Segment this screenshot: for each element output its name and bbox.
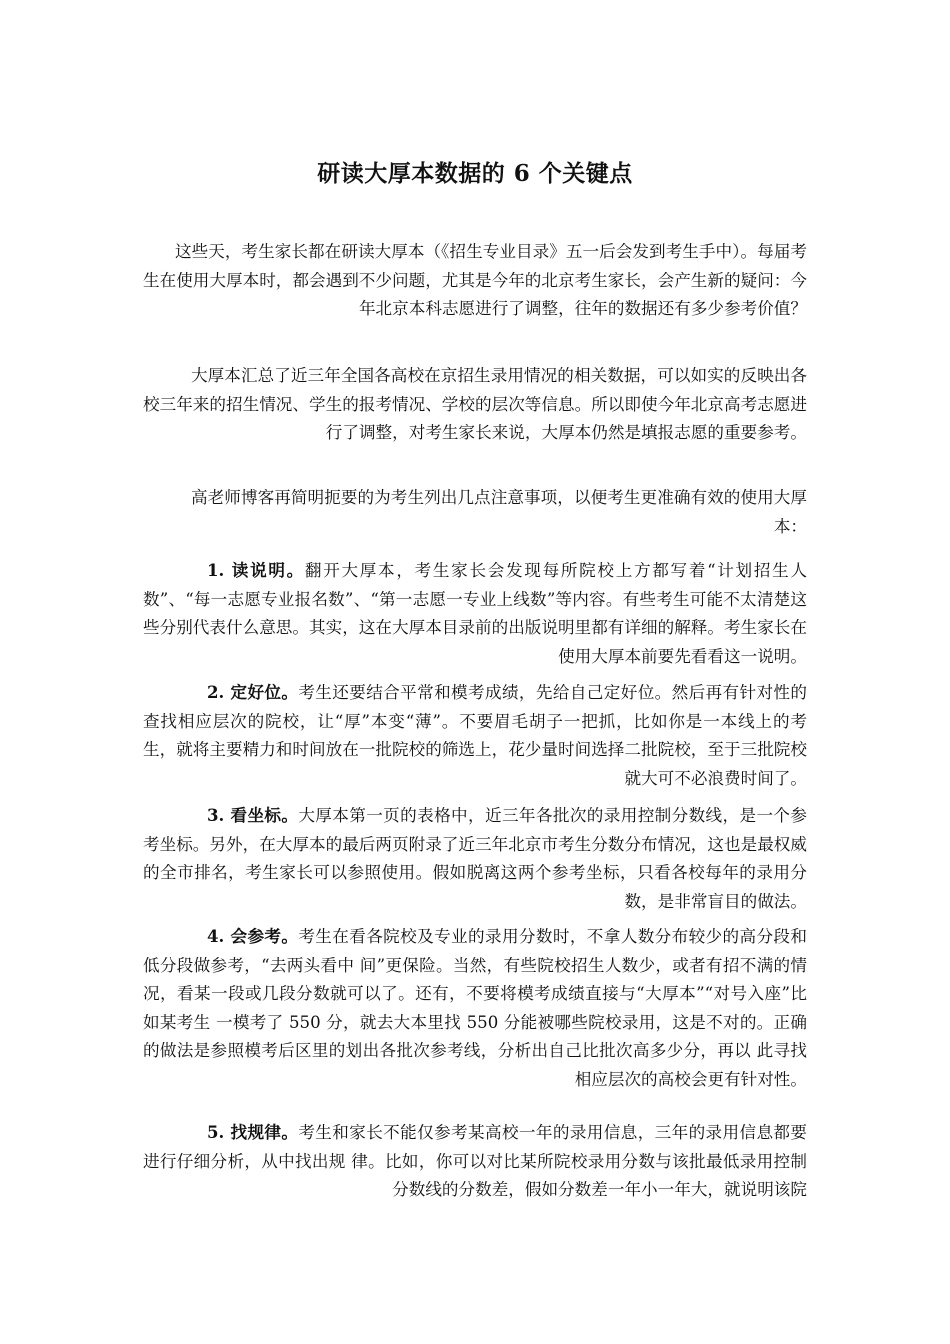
paragraph-text: 考生还要结合平常和模考成绩，先给自己定好位。然后再有针对性的查找相应层次的院校，让“厚”本变“薄”。不要眉毛胡子一把抓，比如你是一本线上的考生，就将主要精力和时间放在一批院校的筛选上，花少量时间选择二批院校，至于三批院校就大可不必浪费时间了。 (143, 683, 807, 788)
paragraph-point-4 (143, 922, 807, 1095)
paragraph-point-1 (143, 556, 807, 671)
paragraph-point-3 (143, 801, 807, 916)
paragraph-text: 大厚本第一页的表格中，近三年各批次的录用控制分数线，是一个参考坐标。另外，在大厚本的最后两页附录了近三年北京市考生分数分布情况，这也是最权威的全市排名，考生家长可以参照使用。假如脱离这两个参考坐标，只看各校每年的录用分数，是非常盲目的做法。 (143, 806, 807, 911)
paragraph-text: 考生在看各院校及专业的录用分数时，不拿人数分布较少的高分段和低分段做参考，“去两头看中 间”更保险。当然，有些院校招生人数少，或者有招不满的情况，看某一段或几段分数就可以了。还有，不要将模考成绩直接与“大厚本”“对号入座”比如某考生 一模考了 550 分，就去大本里找 550 分能被哪些院校录用，这是不对的。正确的做法是参照模考后区里的划出各批次参考线，分析出自己比批次高多少分，再以 此寻找相应层次的高校会更有针对性。 (143, 927, 807, 1089)
point-heading: 1. 读说明。 (207, 560, 305, 580)
point-heading: 2. 定好位。 (207, 682, 299, 702)
paragraph-text: 翻开大厚本，考生家长会发现每所院校上方都写着“计划招生人数”、“每一志愿专业报名数”、“第一志愿一专业上线数”等内容。有些考生可能不太清楚这些分别代表什么意思。其实，这在大厚本目录前的出版说明里都有详细的解释。考生家长在使用大厚本前要先看看这一说明。 (143, 561, 807, 666)
paragraph-text: 大厚本汇总了近三年全国各高校在京招生录用情况的相关数据，可以如实的反映出各校三年来的招生情况、学生的报考情况、学校的层次等信息。所以即使今年北京高考志愿进行了调整，对考生家长来说，大厚本仍然是填报志愿的重要参考。 (143, 366, 807, 443)
paragraph-overview (143, 362, 807, 448)
paragraph-text: 考生和家长不能仅参考某高校一年的录用信息，三年的录用信息都要进行仔细分析，从中找出规 律。比如，你可以对比某所院校录用分数与该批最低录用控制分数线的分数差，假如分数差一年小一年大，就说明该院 (143, 1123, 807, 1200)
paragraph-point-5 (143, 1118, 807, 1205)
paragraph-intro (143, 238, 807, 324)
point-heading: 4. 会参考。 (207, 926, 299, 946)
paragraph-text: 这些天，考生家长都在研读大厚本（《招生专业目录》五一后会发到考生手中）。每届考生在使用大厚本时，都会遇到不少问题，尤其是今年的北京考生家长，会产生新的疑问：今年北京本科志愿进行了调整，往年的数据还有多少参考价值？ (143, 242, 807, 319)
paragraph-text: 高老师博客再简明扼要的为考生列出几点注意事项，以便考生更准确有效的使用大厚本： (191, 488, 807, 536)
paragraph-point-2 (143, 678, 807, 793)
page-title: 研读大厚本数据的 6 个关键点 (317, 160, 633, 187)
paragraph-notes-intro (143, 484, 807, 541)
point-heading: 3. 看坐标。 (207, 805, 299, 825)
point-heading: 5. 找规律。 (207, 1122, 299, 1142)
